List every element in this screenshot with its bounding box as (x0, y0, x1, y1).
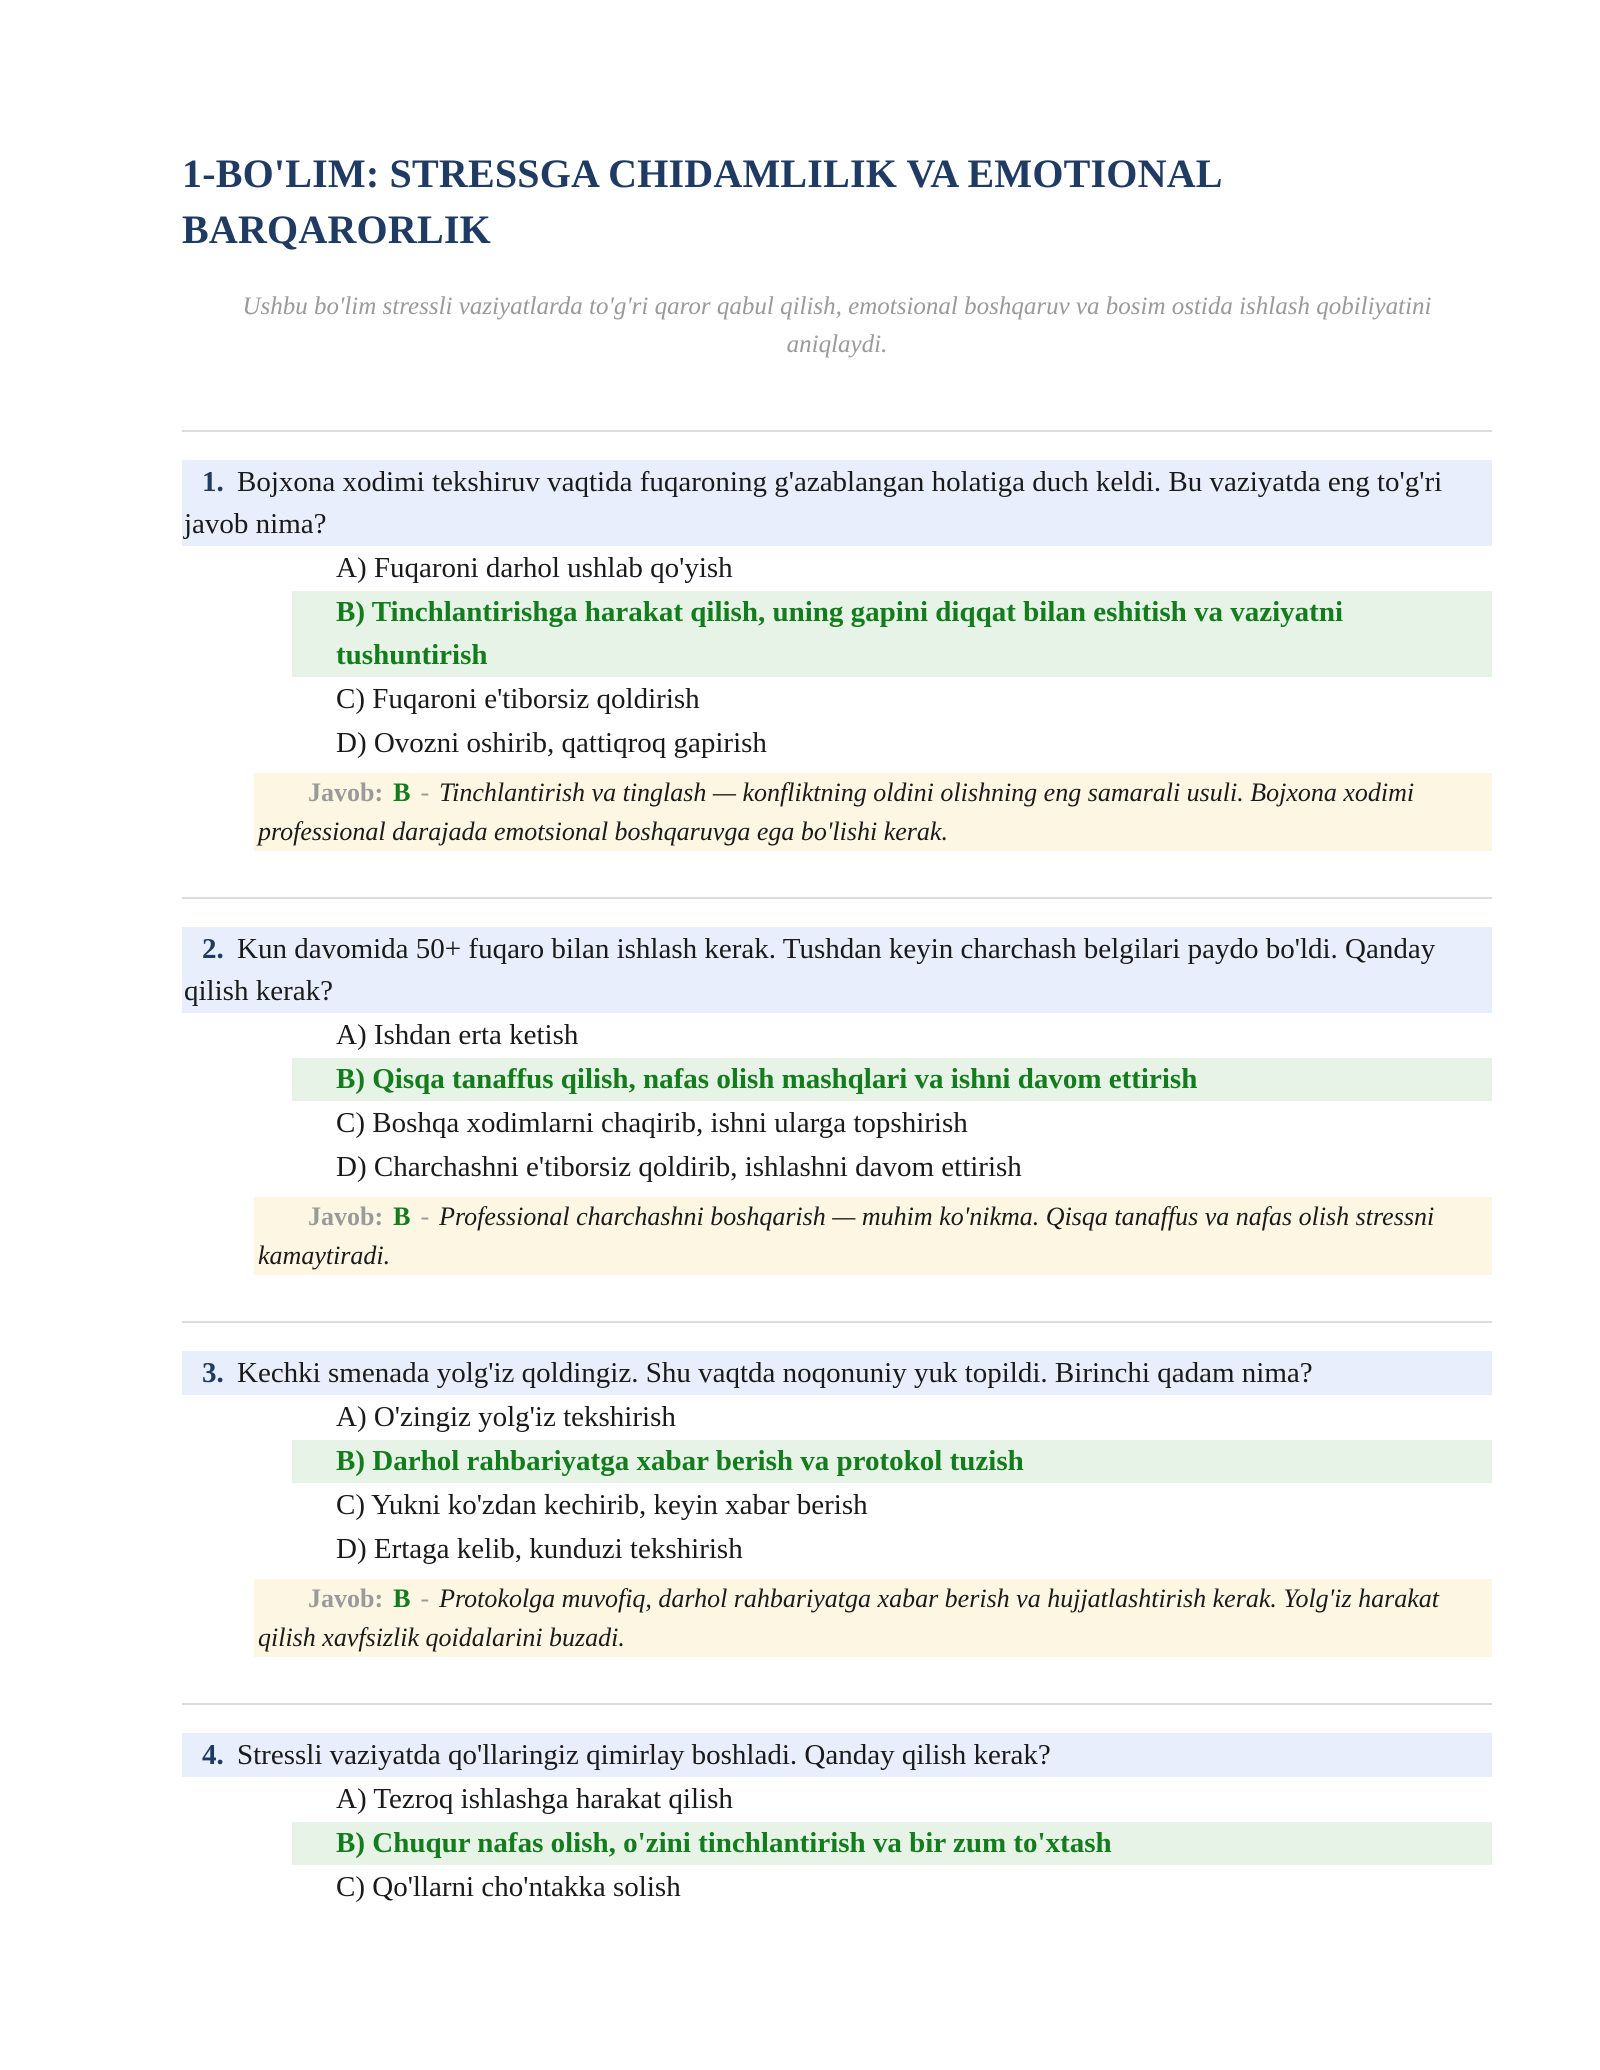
answer-box (254, 773, 1492, 851)
option-d[interactable]: D) Ovozni oshirib, qattiqroq gapirish (336, 727, 767, 759)
question-2 (182, 927, 1492, 1275)
answer-letter: B (393, 1202, 411, 1231)
question-text (182, 927, 1492, 1013)
answer-dash: - (420, 778, 430, 807)
answer-letter: B (393, 1584, 411, 1613)
question-text (182, 1351, 1492, 1395)
answer-explanation: Professional charchashni boshqarish — muhim ko'nikma. Qisqa tanaffus va nafas olish stressni kamaytiradi. (258, 1202, 1435, 1270)
answer-dash: - (420, 1202, 430, 1231)
options-list (182, 1396, 1492, 1571)
answer-label: Javob: (308, 1202, 384, 1231)
section-title: 1-BO'LIM: STRESSGA CHIDAMLILIK VA EMOTIONAL BARQARORLIK (182, 151, 1221, 252)
spacer (182, 851, 1492, 897)
option-c[interactable]: C) Qo'llarni cho'ntakka solish (336, 1871, 681, 1903)
question-body: Bojxona xodimi tekshiruv vaqtida fuqaroning g'azablangan holatiga duch keldi. Bu vaziyatda eng to'g'ri javob nima? (184, 466, 1443, 540)
question-number: 4. (202, 1739, 224, 1771)
question-number: 1. (202, 466, 224, 498)
option-a[interactable]: A) Fuqaroni darhol ushlab qo'yish (336, 552, 733, 584)
divider (182, 1321, 1492, 1323)
options-list (182, 1014, 1492, 1189)
option-c[interactable]: C) Boshqa xodimlarni chaqirib, ishni ularga topshirish (336, 1107, 968, 1139)
section-subtitle: Ushbu bo'lim stressli vaziyatlarda to'g'ri qaror qabul qilish, emotsional boshqaruv va bosim ostida ishlash qobiliyatini aniqlaydi. (242, 293, 1432, 358)
question-text (182, 1733, 1492, 1777)
question-4 (182, 1733, 1492, 1909)
option-b-correct[interactable]: B) Qisqa tanaffus qilish, nafas olish mashqlari va ishni davom ettirish (292, 1058, 1492, 1101)
answer-label: Javob: (308, 1584, 384, 1613)
option-b-correct[interactable]: B) Chuqur nafas olish, o'zini tinchlantirish va bir zum to'xtash (292, 1822, 1492, 1865)
option-d[interactable]: D) Charchashni e'tiborsiz qoldirib, ishlashni davom ettirish (336, 1151, 1022, 1183)
answer-explanation: Tinchlantirish va tinglash — konfliktning oldini olishning eng samarali usuli. Bojxona xodimi professional darajada emotsional boshqaruvga ega bo'lishi kerak. (258, 778, 1415, 846)
option-a[interactable]: A) Tezroq ishlashga harakat qilish (336, 1783, 733, 1815)
question-1 (182, 460, 1492, 851)
question-text (182, 460, 1492, 546)
answer-box (254, 1197, 1492, 1275)
answer-letter: B (393, 778, 411, 807)
options-list (182, 547, 1492, 765)
answer-box (254, 1579, 1492, 1657)
divider (182, 897, 1492, 899)
question-body: Kechki smenada yolg'iz qoldingiz. Shu vaqtda noqonuniy yuk topildi. Birinchi qadam nima? (237, 1357, 1313, 1389)
answer-explanation: Protokolga muvofiq, darhol rahbariyatga xabar berish va hujjatlashtirish kerak. Yolg'iz harakat qilish xavfsizlik qoidalarini buzadi. (258, 1584, 1439, 1652)
option-b-correct[interactable]: B) Tinchlantirishga harakat qilish, uning gapini diqqat bilan eshitish va vaziyatni tushuntirish (292, 591, 1492, 677)
divider (182, 430, 1492, 432)
option-d[interactable]: D) Ertaga kelib, kunduzi tekshirish (336, 1533, 743, 1565)
spacer (182, 1275, 1492, 1321)
options-list (182, 1778, 1492, 1909)
question-body: Kun davomida 50+ fuqaro bilan ishlash kerak. Tushdan keyin charchash belgilari paydo bo'ldi. Qanday qilish kerak? (184, 933, 1436, 1007)
question-number: 2. (202, 933, 224, 965)
answer-label: Javob: (308, 778, 384, 807)
option-c[interactable]: C) Fuqaroni e'tiborsiz qoldirish (336, 683, 700, 715)
option-c[interactable]: C) Yukni ko'zdan kechirib, keyin xabar berish (336, 1489, 868, 1521)
question-3 (182, 1351, 1492, 1657)
option-b-correct[interactable]: B) Darhol rahbariyatga xabar berish va protokol tuzish (292, 1440, 1492, 1483)
option-a[interactable]: A) Ishdan erta ketish (336, 1019, 579, 1051)
option-a[interactable]: A) O'zingiz yolg'iz tekshirish (336, 1401, 676, 1433)
question-body: Stressli vaziyatda qo'llaringiz qimirlay boshladi. Qanday qilish kerak? (237, 1739, 1051, 1771)
question-number: 3. (202, 1357, 224, 1389)
divider (182, 1703, 1492, 1705)
answer-dash: - (420, 1584, 430, 1613)
spacer (182, 1657, 1492, 1703)
